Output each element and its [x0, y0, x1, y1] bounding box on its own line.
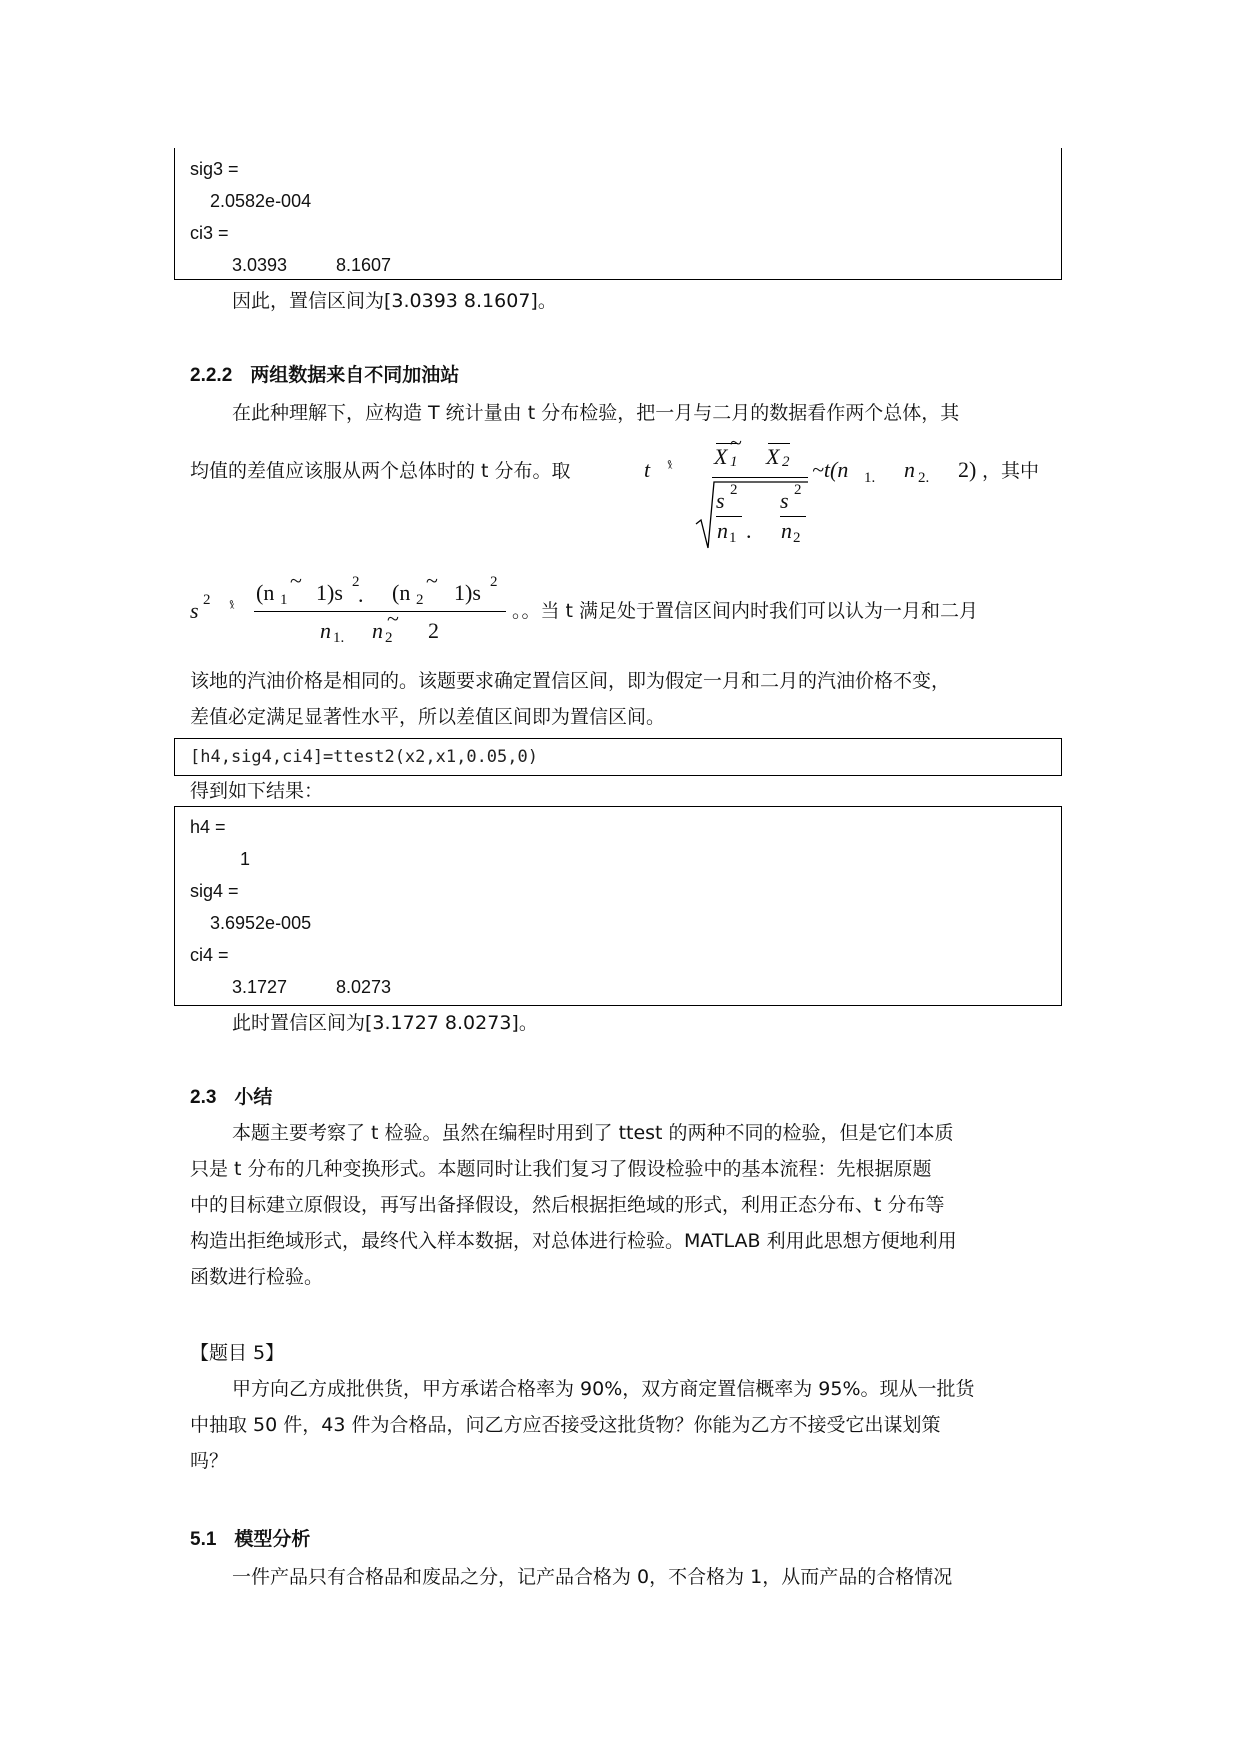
- section-title: 小结: [234, 1086, 273, 1108]
- eq1-rhs: ~t(n: [812, 457, 849, 482]
- paragraph-line-before-eq1: 均值的差值应该服从两个总体时的 t 分布。取: [190, 460, 571, 482]
- eq2-den-a: n: [320, 618, 331, 643]
- summary-line: 函数进行检验。: [190, 1266, 324, 1288]
- output-box-h4-sig4-ci4: [174, 806, 1062, 1006]
- eq1-xbar1: X: [714, 444, 728, 469]
- section-title: 两组数据来自不同加油站: [250, 364, 460, 386]
- summary-line: 中的目标建立原假设，再写出备择假设，然后根据拒绝域的形式，利用正态分布、t 分布等: [190, 1194, 945, 1216]
- eq2-den-a-sub: 1.: [333, 630, 345, 646]
- problem-line: 甲方向乙方成批供货，甲方承诺合格率为 90%，双方商定置信概率为 95%。现从一批货: [232, 1378, 975, 1400]
- eq2-num-tilde-2: ~: [426, 568, 438, 593]
- eq1-s2a-exp: 2: [730, 482, 738, 498]
- sig4-value: 3.6952e-005: [210, 913, 312, 933]
- section-2-3-heading: [190, 1086, 272, 1109]
- ci3-high: 8.1607: [336, 255, 392, 275]
- eq1-rhs-end: 2): [958, 457, 977, 482]
- eq2-num-c-sub: 2: [416, 592, 424, 608]
- section-title: 模型分析: [234, 1528, 311, 1550]
- eq2-num-d: 1)s: [454, 580, 481, 605]
- eq1-n2: n: [781, 518, 792, 543]
- section-number: 2.3: [190, 1087, 217, 1108]
- sig3-label: sig3 =: [190, 159, 239, 179]
- ci4-label: ci4 =: [190, 945, 229, 965]
- section-number: 2.2.2: [190, 365, 233, 386]
- paragraph-line: 该地的汽油价格是相同的。该题要求确定置信区间，即为假定一月和二月的汽油价格不变，: [190, 670, 951, 692]
- model-analysis-line: 一件产品只有合格品和废品之分，记产品合格为 0，不合格为 1，从而产品的合格情况: [232, 1566, 953, 1588]
- eq1-n2-sub: 2: [793, 530, 801, 546]
- eq1-rhs-n2: n: [904, 457, 915, 482]
- eq2-den-b-sub: 2: [385, 630, 393, 646]
- conclusion-ci3: 因此，置信区间为[3.0393 8.1607]。: [232, 290, 557, 312]
- h4-value: 1: [240, 849, 251, 869]
- eq2-sym: ᵡ̊: [230, 600, 235, 614]
- eq1-s2b: s: [780, 488, 789, 513]
- eq2-num-a-sub: 1: [280, 592, 288, 608]
- eq1-sym: ᵡ̊: [668, 460, 673, 474]
- problem-5-title: 【题目 5】: [190, 1342, 285, 1364]
- ci3-label: ci3 =: [190, 223, 229, 243]
- problem-line: 吗？: [190, 1450, 229, 1472]
- eq2-fraction-bar: [254, 611, 506, 612]
- eq1-xbar2: X: [766, 444, 780, 469]
- eq1-xbar2-sub: 2: [782, 454, 790, 470]
- paragraph-line: 在此种理解下，应构造 T 统计量由 t 分布检验，把一月与二月的数据看作两个总体，其: [232, 402, 960, 424]
- eq2-num-a: (n: [256, 580, 275, 605]
- sig3-value: 2.0582e-004: [210, 191, 312, 211]
- eq2-num-dot: .: [358, 582, 364, 607]
- eq1-n1-sub: 1: [729, 530, 737, 546]
- eq2-num-b-exp: 2: [352, 574, 360, 590]
- eq2-lhs: s: [190, 598, 199, 623]
- eq2-den-tilde: ~: [387, 606, 399, 631]
- eq1-n1: n: [717, 518, 728, 543]
- eq1-tilde: ~: [730, 430, 742, 455]
- eq2-num-d-exp: 2: [490, 574, 498, 590]
- h4-label: h4 =: [190, 817, 226, 837]
- result-intro: 得到如下结果：: [190, 780, 324, 802]
- summary-line: 构造出拒绝域形式，最终代入样本数据，对总体进行检验。MATLAB 利用此思想方便地利用: [190, 1230, 957, 1252]
- ci3-low: 3.0393: [232, 255, 288, 275]
- paragraph-line-after-eq1: ，其中: [982, 460, 1040, 482]
- eq1-s2a: s: [716, 488, 725, 513]
- eq1-rhs-sub1: 1.: [864, 470, 876, 486]
- section-2-2-2-heading: [190, 364, 459, 387]
- eq2-num-c: (n: [392, 580, 411, 605]
- eq2-den-c: 2: [428, 618, 439, 643]
- eq1-inner-bar-1: [716, 516, 742, 517]
- eq1-rhs-sub2: 2.: [918, 470, 930, 486]
- sig4-label: sig4 =: [190, 881, 239, 901]
- conclusion-ci4: 此时置信区间为[3.1727 8.0273]。: [232, 1012, 538, 1034]
- summary-line: 本题主要考察了 t 检验。虽然在编程时用到了 ttest 的两种不同的检验，但是它们本质: [232, 1122, 954, 1144]
- eq2-num-b: 1)s: [316, 580, 343, 605]
- section-5-1-heading: [190, 1528, 310, 1551]
- problem-line: 中抽取 50 件，43 件为合格品，问乙方应否接受这批货物？你能为乙方不接受它出谋划策: [190, 1414, 941, 1436]
- eq2-num-tilde: ~: [290, 568, 302, 593]
- eq2-lhs-exp: 2: [203, 592, 211, 608]
- eq1-xbar1-sub: 1: [730, 454, 738, 470]
- code-ttest2: [h4,sig4,ci4]=ttest2(x2,x1,0.05,0): [190, 747, 538, 767]
- ci4-low: 3.1727: [232, 977, 288, 997]
- eq1-dot: .: [746, 518, 752, 543]
- summary-line: 只是 t 分布的几种变换形式。本题同时让我们复习了假设检验中的基本流程：先根据原题: [190, 1158, 932, 1180]
- section-number: 5.1: [190, 1529, 217, 1550]
- output-box-sig3-ci3: [174, 148, 1062, 280]
- ci4-high: 8.0273: [336, 977, 392, 997]
- paragraph-line-after-eq2: 。。当 t 满足处于置信区间内时我们可以认为一月和二月: [512, 600, 979, 622]
- eq2-den-b: n: [372, 618, 383, 643]
- eq1-s2b-exp: 2: [794, 482, 802, 498]
- eq1-t: t: [644, 457, 651, 482]
- paragraph-line: 差值必定满足显著性水平，所以差值区间即为置信区间。: [190, 706, 666, 728]
- eq1-inner-bar-2: [780, 516, 806, 517]
